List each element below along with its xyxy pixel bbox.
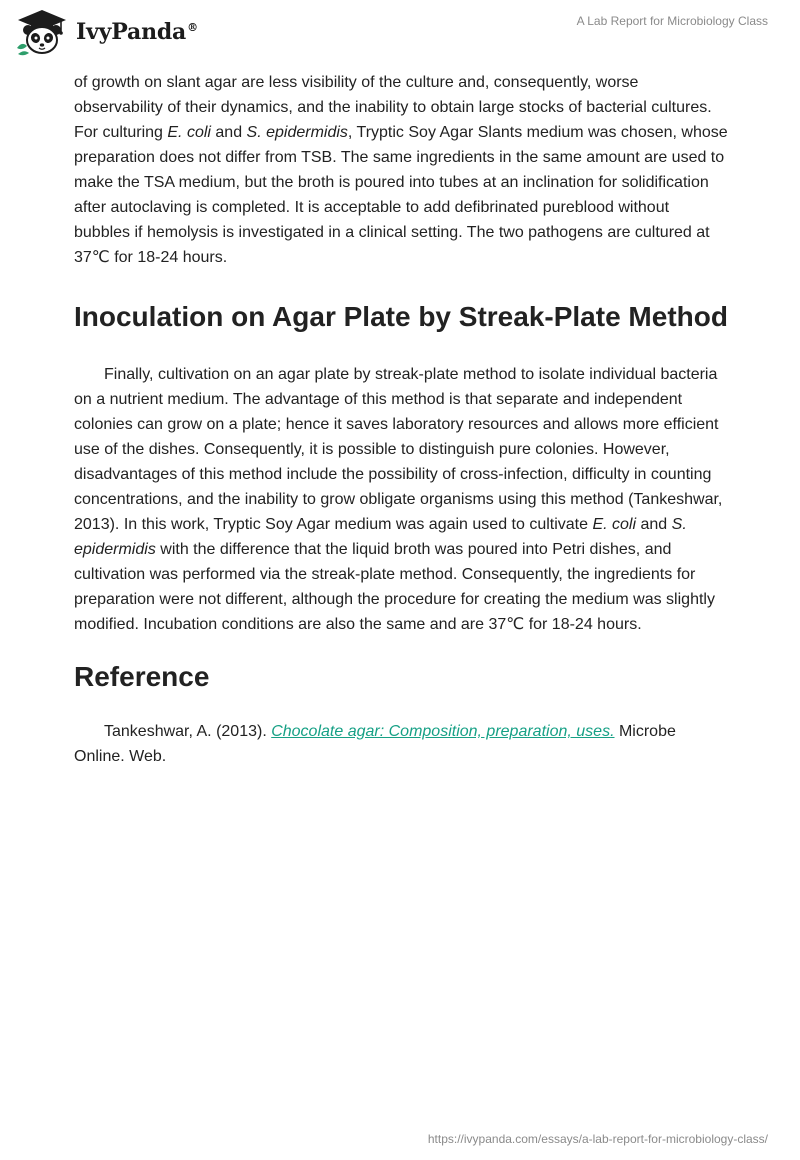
panda-graduate-icon (14, 8, 70, 56)
reference-link[interactable]: Chocolate agar: Composition, preparation, uses. (271, 723, 615, 740)
intro-paragraph: of growth on slant agar are less visibility of the culture and, consequently, worse observability of their dynamics, and the inability to obtain large stocks of bacterial cultures. For culturing E. coli and S. epidermidis, Tryptic Soy Agar Slants medium was chosen, whose preparation does not differ from TSB. The same ingredients in the same amount are used to make the TSA medium, but the broth is poured into tubes at an inclination for solidification after autoclaving is completed. It is acceptable to add defibrinated pureblood without bubbles if hemolysis is investigated in a clinical setting. The two pathogens are cultured at 37℃ for 18-24 hours. (74, 74, 728, 266)
document-title: A Lab Report for Microbiology Class (576, 14, 768, 28)
section-heading-reference: Reference (74, 661, 210, 692)
essay-body (74, 70, 728, 769)
section-heading-streak-plate: Inoculation on Agar Plate by Streak-Plate Method (74, 301, 728, 332)
brand-name: IvyPanda® (76, 19, 198, 45)
source-url[interactable]: https://ivypanda.com/essays/a-lab-report-for-microbiology-class/ (427, 1132, 768, 1146)
reference-entry: Tankeshwar, A. (2013). Chocolate agar: Composition, preparation, uses. Microbe Online. Web. (74, 723, 676, 765)
page-header (0, 0, 800, 66)
streak-plate-paragraph: Finally, cultivation on an agar plate by streak-plate method to isolate individual bacteria on a nutrient medium. The advantage of this method is that separate and independent colonies can grow on a plate; hence it saves laboratory resources and allows more efficient use of the dishes. Consequently, it is possible to distinguish pure colonies. However, disadvantages of this method include the possibility of cross-infection, difficulty in counting concentrations, and the inability to grow obligate organisms using this method (Tankeshwar, 2013). In this work, Tryptic Soy Agar medium was again used to cultivate E. coli and S. epidermidis with the difference that the liquid broth was poured into Petri dishes, and cultivation was performed via the streak-plate method. Consequently, the ingredients for preparation were not different, although the procedure for creating the medium was slightly modified. Incubation conditions are also the same and are 37℃ for 18-24 hours. (74, 366, 723, 633)
ivypanda-logo[interactable] (14, 8, 198, 56)
